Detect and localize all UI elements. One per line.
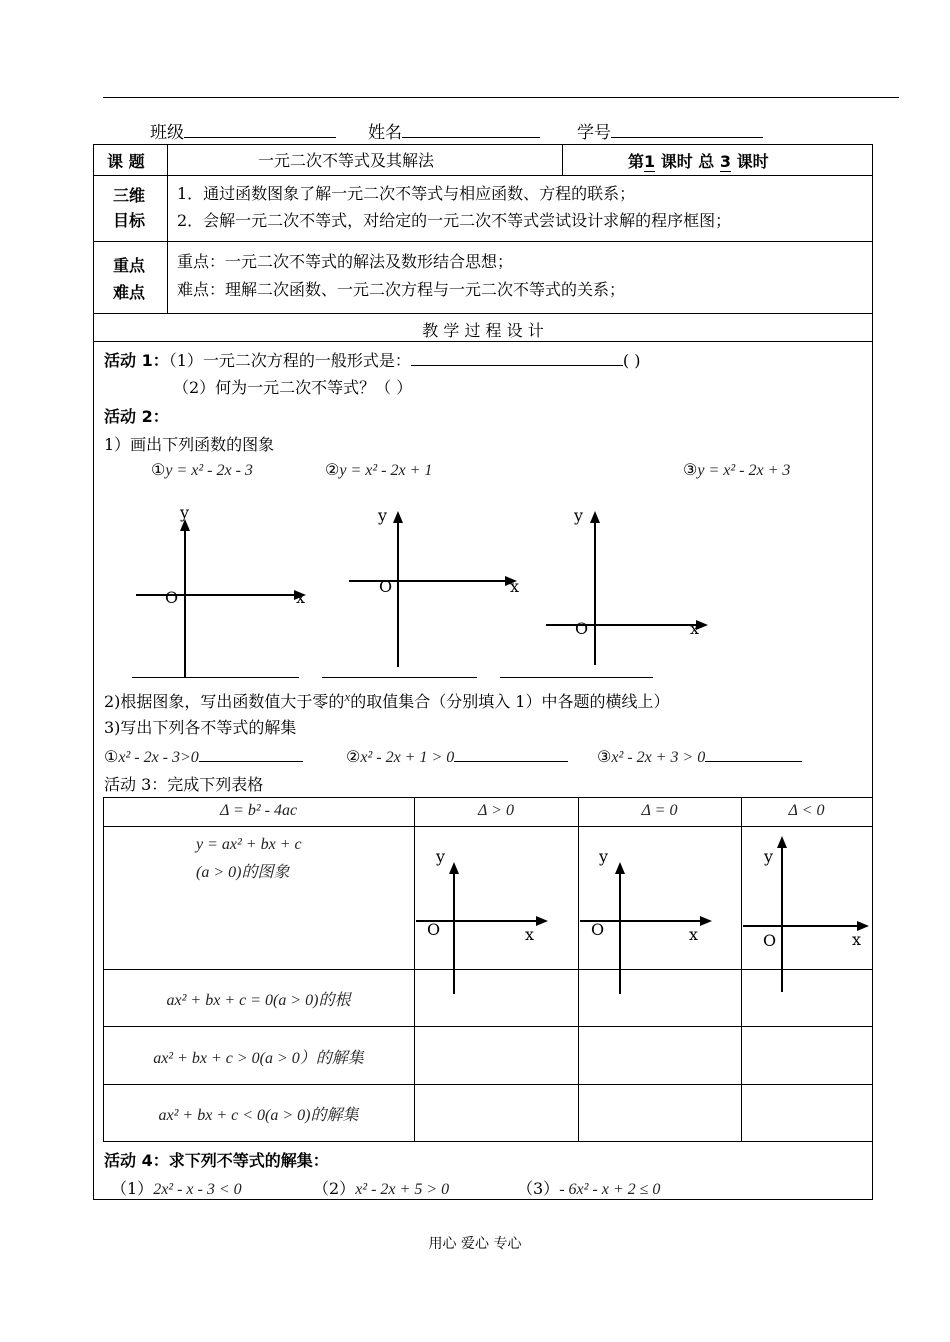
inequality-3: ③x² - 2x + 3 > 0 xyxy=(597,744,802,767)
origin-label: O xyxy=(763,931,777,950)
student-id-blank[interactable] xyxy=(611,120,763,138)
name-field: 姓名 xyxy=(368,118,540,143)
footer-motto: 用心 爱心 专心 xyxy=(428,1236,522,1252)
origin-label: O xyxy=(591,920,605,939)
answer-blank-1[interactable] xyxy=(132,677,299,678)
x-label: x xyxy=(510,577,520,596)
activity3-label: 活动 3：完成下列表格 xyxy=(104,775,264,794)
function-1: ①y = x² - 2x - 3 xyxy=(151,460,253,479)
y-label: y xyxy=(599,847,609,866)
activity1-line2: （2）何为一元二次不等式？（ ） xyxy=(173,378,413,397)
axes-graph-1[interactable] xyxy=(130,505,310,685)
answer-blank-3[interactable] xyxy=(500,677,653,678)
topic-label: 课 题 xyxy=(107,152,145,171)
function-3: ③y = x² - 2x + 3 xyxy=(683,460,791,479)
class-blank[interactable] xyxy=(184,120,336,138)
origin-label: O xyxy=(575,619,589,638)
col-delta-positive: Δ > 0 xyxy=(478,802,514,819)
axes-delta-negative[interactable] xyxy=(741,830,872,1000)
activity2-task1: 1）画出下列函数的图象 xyxy=(104,435,275,454)
origin-label: O xyxy=(379,577,393,596)
function-2: ②y = x² - 2x + 1 xyxy=(325,460,433,479)
inequality-2: ②x² - 2x + 1 > 0 xyxy=(346,744,568,767)
exercise-1: （1）2x² - x - 3 < 0 xyxy=(111,1179,242,1198)
activity2-label: 活动 2： xyxy=(104,407,169,426)
origin-label: O xyxy=(427,920,441,939)
origin-label: O xyxy=(165,588,179,607)
y-label: y xyxy=(574,506,584,525)
goal-item: 2．会解一元二次不等式，对给定的一元二次不等式尝试设计求解的程序框图； xyxy=(177,211,732,230)
activity1-line1: 活动 1：（1）一元二次方程的一般形式是： ( ) xyxy=(104,348,640,371)
answer-blank-2[interactable] xyxy=(322,677,477,678)
y-label: y xyxy=(436,847,446,866)
header-rule xyxy=(103,97,899,98)
activity2-task3: 3)写出下列各不等式的解集 xyxy=(104,718,297,737)
x-label: x xyxy=(852,930,862,949)
goals-label: 三维 目标 xyxy=(113,186,146,230)
exercise-3: （3）- 6x² - x + 2 ≤ 0 xyxy=(517,1179,661,1198)
activity2-task2: 2)根据图象，写出函数值大于零的$^x$的取值集合（分别填入 1）中各题的横线上） xyxy=(104,689,670,711)
x-label: x xyxy=(690,619,700,638)
inequality-blank-1[interactable] xyxy=(199,744,303,762)
difficulty: 难点：理解二次函数、一元二次方程与一元二次不等式的关系； xyxy=(177,280,626,299)
row-graph-label: y = ax² + bx + c (a > 0)的图象 xyxy=(196,836,302,881)
y-label: y xyxy=(764,847,774,866)
general-form-blank[interactable] xyxy=(411,348,623,366)
row-lt-label: ax² + bx + c < 0(a > 0)的解集 xyxy=(158,1107,359,1124)
inequality-blank-2[interactable] xyxy=(454,744,568,762)
topic-title: 一元二次不等式及其解法 xyxy=(258,151,435,170)
focus-label: 重点 难点 xyxy=(113,256,146,302)
focus-list xyxy=(177,248,625,304)
class-field: 班级 xyxy=(150,118,336,143)
row-gt-label: ax² + bx + c > 0(a > 0）的解集 xyxy=(153,1050,364,1067)
x-label: x xyxy=(525,925,535,944)
y-label: y xyxy=(180,503,190,522)
inequality-1: ①x² - 2x - 3>0 xyxy=(104,744,303,767)
goal-item: 1．通过函数图象了解一元二次不等式与相应函数、方程的联系； xyxy=(177,184,636,203)
process-title: 教 学 过 程 设 计 xyxy=(422,321,544,340)
goals-list xyxy=(177,180,731,234)
axes-graph-2[interactable] xyxy=(345,505,525,675)
period-info: 第1 课时 总 3 课时 xyxy=(628,152,769,171)
x-label: x xyxy=(689,925,699,944)
name-blank[interactable] xyxy=(402,120,540,138)
axes-graph-3[interactable] xyxy=(540,505,720,675)
key-point: 重点：一元二次不等式的解法及数形结合思想； xyxy=(177,252,514,271)
row-roots-label: ax² + bx + c = 0(a > 0)的根 xyxy=(166,992,351,1009)
x-label: x xyxy=(296,588,306,607)
y-label: y xyxy=(378,506,388,525)
col-delta-negative: Δ < 0 xyxy=(788,802,825,819)
delta-header: Δ = b² - 4ac xyxy=(219,802,298,819)
student-id-field: 学号 xyxy=(577,118,763,143)
activity4-label: 活动 4：求下列不等式的解集： xyxy=(104,1151,329,1170)
inequality-blank-3[interactable] xyxy=(705,744,802,762)
exercise-2: （2）x² - 2x + 5 > 0 xyxy=(313,1179,450,1198)
col-delta-zero: Δ = 0 xyxy=(641,802,678,819)
